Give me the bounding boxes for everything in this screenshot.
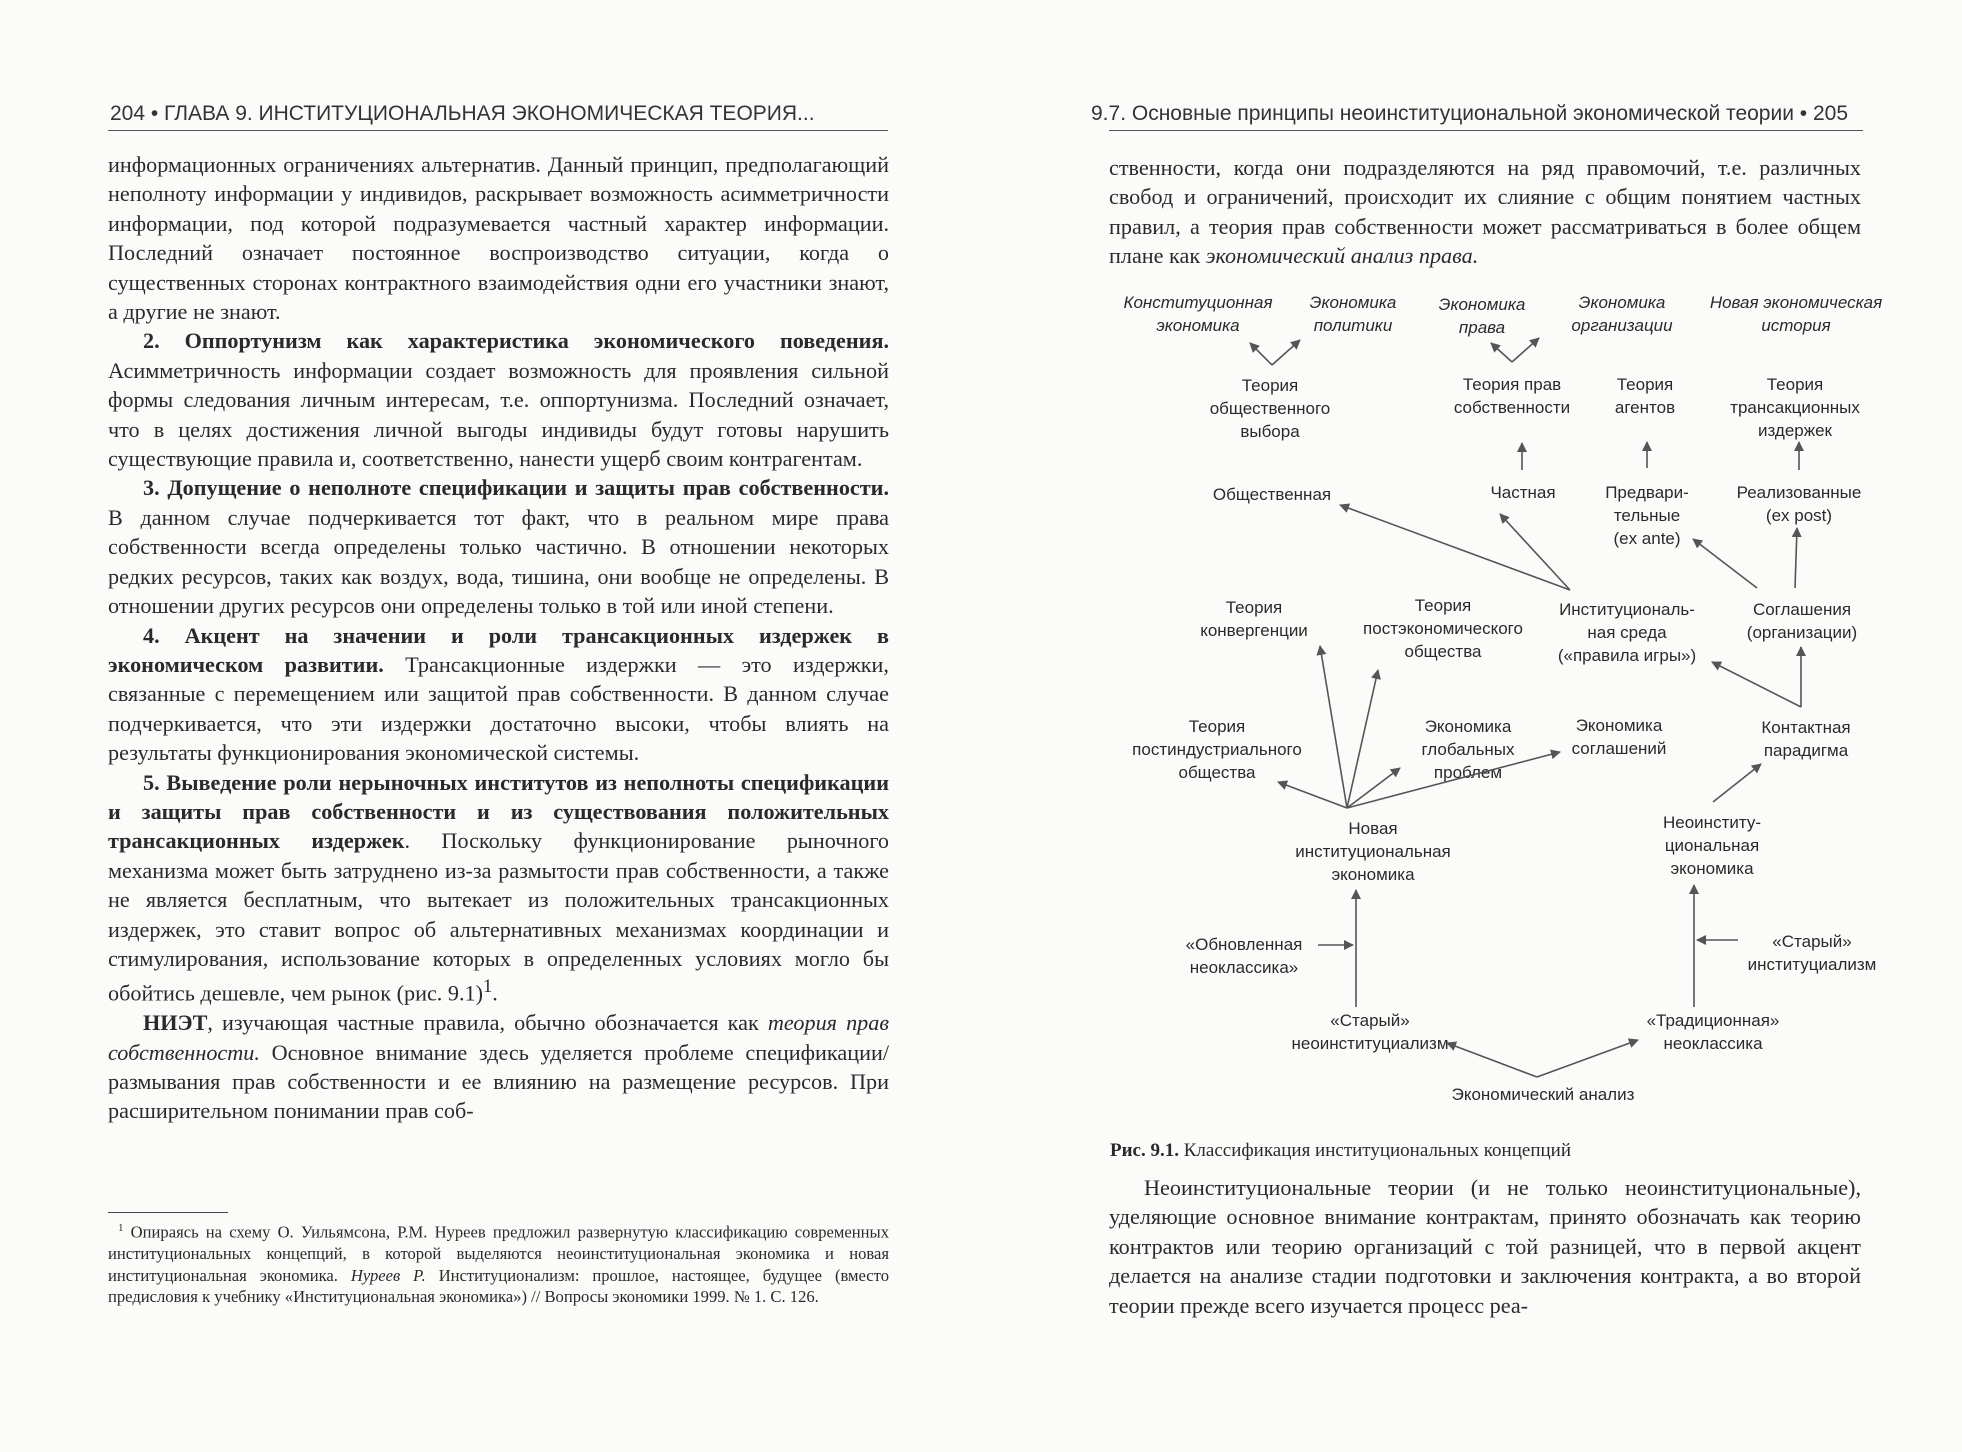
edge-tov-ekpol — [1272, 340, 1300, 365]
node-konstitutsionnaya-ekonomika: Конституционная экономика — [1123, 293, 1273, 335]
node-teoriya-postindustrialnogo-obshchestva: Теория постиндустриального общества — [1132, 717, 1302, 782]
paragraph-6: НИЭТ, изучающая частные правила, обычно обозначается как теория прав собственности. Основное внимание здесь уделяется проблеме спецификации/размывания прав собственности и ее влиянию на размещение ресурсов. При расширительном понимании прав соб- — [108, 1010, 889, 1124]
edge-sogl-real — [1795, 528, 1797, 588]
node-obnovlennaya-neoklassika: «Обновленная неоклассика» — [1185, 935, 1303, 977]
edge-neo-kontp — [1713, 764, 1761, 802]
paragraph-4: 4. Акцент на значении и роли трансакционных издержек в экономическом развитии. Трансакционные издержки — это издержки, связанные с перемещением или защитой прав собственности. В данном случае подчеркивается, что эти издержки достаточно высоки, чтобы влиять на результаты функционирования экономической системы. — [108, 622, 889, 766]
edge-sogl-predv — [1693, 539, 1757, 588]
node-institutsionalnaya-sreda: Институциональ-ная среда («правила игры») — [1557, 600, 1697, 665]
node-staryy-institutsializm: «Старый» институциализм — [1747, 932, 1877, 974]
node-teoriya-agentov: Теория агентов — [1614, 375, 1676, 417]
edge-nie-tkonv — [1320, 646, 1347, 808]
paragraph-1: информационных ограничениях альтернатив. Данный принцип, предполагающий неполноту информации у индивидов, раскрывает возможность асимметричности информации, под которой подразумевается частный характер информации. Последний означает постоянное воспроизводство ситуации, когда о существенных сторонах контрактного взаимодействия одни его участники знают, а другие не знают. — [108, 152, 889, 325]
footnote: $^1$ Опираясь на схему О. Уильямсона, Р.М. Нуреев предложил развернутую классификацию современных институциональных концепций, в которой выделяются неоинституциональная экономика и новая институциональная экономика. Нуреев Р. Институционализм: прошлое, настоящее, будущее (вместо предисловия к учебнику «Институциональная экономика») // Вопросы экономики 1999. № 1. С. 126. — [108, 1222, 889, 1307]
node-ekonomika-globalnykh-problem: Экономика глобальных проблем — [1421, 717, 1515, 782]
node-kontaktnaya-paradigma: Контактная парадигма — [1761, 718, 1851, 760]
edge-ekan-stneo — [1447, 1043, 1537, 1077]
paragraph-3: 3. Допущение о неполноте спецификации и защиты прав собственности. В данном случае подчеркивается тот факт, что в реальном мире права собственности всегда определены только частично. В отношении некоторых редких ресурсов, таких как воздух, вода, тишина, они вообще не определены. В отношении других ресурсов они определены только в той или иной степени. — [108, 475, 889, 619]
node-ekonomicheskiy-analiz: Экономический анализ — [1451, 1085, 1635, 1104]
node-novaya-ekonomicheskaya-istoriya: Новая экономическая история — [1709, 293, 1883, 335]
left-running-head: 204 • ГЛАВА 9. ИНСТИТУЦИОНАЛЬНАЯ ЭКОНОМИЧЕСКАЯ ТЕОРИЯ... — [110, 102, 815, 125]
edge-insr-obsh — [1340, 505, 1570, 590]
edge-ekan-tradneo — [1537, 1040, 1638, 1077]
node-soglasheniya: Соглашения (организации) — [1746, 600, 1858, 642]
node-teoriya-obshchestvennogo-vybora: Теория общественного выбора — [1209, 376, 1331, 441]
figure-caption: Рис. 9.1. Классификация институциональных концепций — [1110, 1140, 1571, 1161]
edge-nie-eksogl — [1347, 752, 1560, 808]
paragraph-2: 2. Оппортунизм как характеристика экономического поведения. Асимметричность информации создает возможность для проявления сильной формы следования личным интересам, т.е. оппортунизма. Последний означает, что в целях достижения личной выгоды индивиды будут готовы нарушить существующие правила и, соответственно, нанести ущерб своим контрагентам. — [108, 328, 889, 472]
node-neoinstitutsionalnaya-ekonomika: Неоинститу-циональная экономика — [1663, 813, 1761, 878]
node-teoriya-konvergentsii: Теория конвергенции — [1200, 598, 1308, 640]
node-ekonomika-soglasheniy: Экономика соглашений — [1571, 716, 1667, 758]
node-ekonomika-organizatsii: Экономика организации — [1571, 293, 1673, 335]
node-ekonomika-politiki: Экономика политики — [1309, 293, 1397, 335]
node-teoriya-postekonomicheskogo-obshchestva: Теория постэкономического общества — [1363, 596, 1523, 661]
node-novaya-institutsionalnaya-ekonomika: Новая институциональная экономика — [1295, 819, 1451, 884]
node-obshchestvennaya: Общественная — [1212, 485, 1332, 504]
edge-kontp-insr — [1712, 662, 1801, 707]
paragraph-5: 5. Выведение роли нерыночных институтов из неполноты спецификации и защиты прав собственности и из существования положительных трансакционных издержек. Поскольку функционирование рыночного механизма может быть затруднено из-за размытости прав собственности, а также не является бесплатным, что вытекает из положительных трансакционных издержек, это ставит вопрос об альтернативных механизмах координации и стимулирования, использование которых в определенных условиях могло бы обойтись дешевле, чем рынок (рис. 9.1)$^1$. — [108, 769, 890, 1006]
node-staryy-neoinstitutsializm: «Старый» неоинституциализм — [1291, 1011, 1449, 1053]
diagram-connectors — [1250, 338, 1801, 1077]
node-ekonomika-prava: Экономика права — [1438, 295, 1526, 337]
node-teoriya-transaktsionnykh-izderzhek: Теория трансакционных издержек — [1730, 375, 1860, 440]
node-chastnaya: Частная — [1490, 483, 1556, 502]
edge-nie-tpind — [1278, 782, 1347, 808]
node-teoriya-prav-sobstvennosti: Теория прав собственности — [1453, 375, 1571, 417]
right-body-text-top: ственности, когда они подразделяются на ряд правомочий, т.е. различных свобод и ограничений, происходит их слияние с общим понятием частных правил, а теория прав собственности может рассматриваться в более общем плане как экономический анализ права. — [1109, 155, 1861, 269]
edge-insr-chast — [1500, 514, 1570, 590]
edge-tov-konst — [1250, 343, 1272, 365]
node-realizovannye: Реализованные (ex post) — [1736, 483, 1862, 525]
edge-tps-ekorg — [1512, 338, 1539, 362]
node-traditsionnaya-neoklassika: «Традиционная» неоклассика — [1646, 1011, 1780, 1053]
right-running-head: 9.7. Основные принципы неоинституциональной экономической теории • 205 — [1091, 102, 1848, 125]
node-predvaritelnye: Предвари-тельные (ex ante) — [1605, 483, 1689, 548]
right-body-text-bottom: Неоинституциональные теории (и не только неоинституциональные), уделяющие основное внимание контрактам, принято обозначать как теорию контрактов или теорию организаций с той разницей, что в первой акцент делается на анализе стадии подготовки и заключения контракта, а во второй теории прежде всего изучается процесс реа- — [1109, 1175, 1861, 1318]
edge-tps-ekprava — [1491, 343, 1512, 362]
